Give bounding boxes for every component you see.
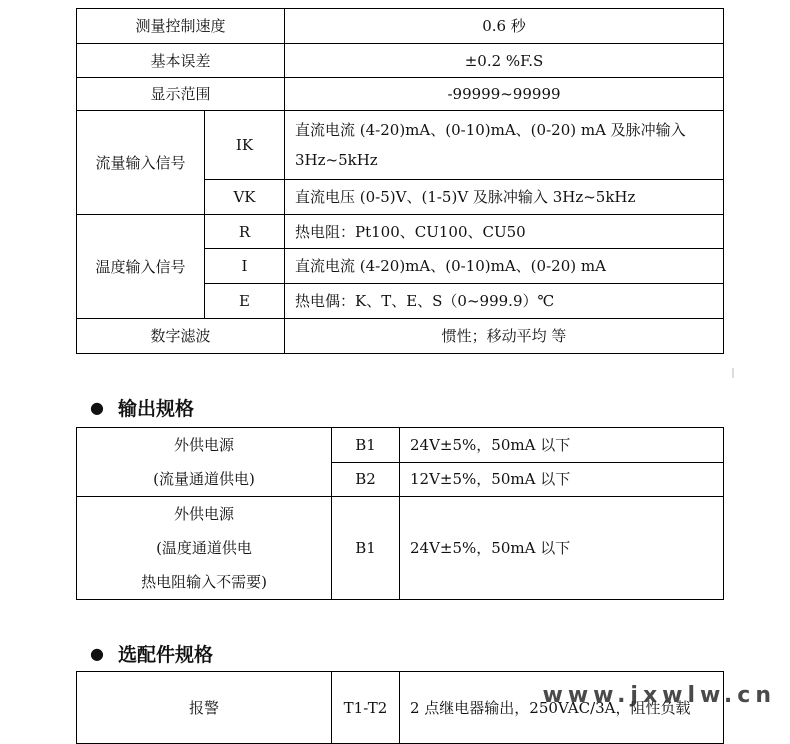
table-row: [77, 319, 724, 354]
table-row: [77, 111, 724, 180]
spec-label: 流量输入信号: [77, 111, 205, 215]
output-desc: 24V±5%，50mA 以下: [400, 497, 724, 600]
bullet-icon: ●: [90, 397, 104, 417]
section-heading-options: [90, 638, 213, 668]
output-desc: 12V±5%，50mA 以下: [400, 462, 724, 497]
spec-label: 数字滤波: [77, 319, 285, 354]
table-row: [77, 44, 724, 78]
spec-label: 基本误差: [77, 44, 285, 78]
scan-artifact: [732, 368, 734, 378]
signal-code: IK: [205, 111, 285, 180]
table-row: [77, 497, 724, 600]
section-title: 选配件规格: [118, 643, 214, 666]
signal-code: E: [205, 284, 285, 319]
spec-label: 报警: [77, 672, 332, 744]
table-row: [77, 9, 724, 44]
spec-label: 外供电源 (流量通道供电): [77, 428, 332, 497]
bullet-icon: ●: [90, 643, 104, 663]
measurement-spec-table: [76, 8, 724, 354]
site-watermark: www.jxwlw.cn: [542, 683, 776, 708]
output-code: B1: [332, 428, 400, 463]
table-row: [77, 215, 724, 249]
signal-desc: 直流电流 (4-20)mA、(0-10)mA、(0-20) mA 及脉冲输入 3Hz~5kHz: [285, 111, 724, 180]
output-code: B1: [332, 497, 400, 600]
spec-label: 显示范围: [77, 78, 285, 111]
signal-desc: 直流电压 (0-5)V、(1-5)V 及脉冲输入 3Hz~5kHz: [285, 180, 724, 215]
output-desc: 24V±5%，50mA 以下: [400, 428, 724, 463]
section-heading-output: [90, 392, 194, 422]
spec-value: ±0.2 %F.S: [285, 44, 724, 78]
spec-label: 测量控制速度: [77, 9, 285, 44]
section-title: 输出规格: [118, 397, 195, 420]
table-row: [77, 428, 724, 463]
output-code: B2: [332, 462, 400, 497]
option-code: T1-T2: [332, 672, 400, 744]
signal-code: R: [205, 215, 285, 249]
signal-desc: 热电阻：Pt100、CU100、CU50: [285, 215, 724, 249]
signal-code: VK: [205, 180, 285, 215]
output-spec-table: [76, 427, 724, 600]
spec-label: 温度输入信号: [77, 215, 205, 319]
spec-value: 惯性；移动平均 等: [285, 319, 724, 354]
signal-desc: 热电偶：K、T、E、S（0~999.9）℃: [285, 284, 724, 319]
signal-desc: 直流电流 (4-20)mA、(0-10)mA、(0-20) mA: [285, 249, 724, 284]
spec-value: 0.6 秒: [285, 9, 724, 44]
table-row: [77, 78, 724, 111]
spec-value: -99999~99999: [285, 78, 724, 111]
spec-label: 外供电源 (温度通道供电 热电阻输入不需要): [77, 497, 332, 600]
option-desc: 2 点继电器输出，250VAC/3A，阻性负载: [400, 672, 724, 744]
signal-code: I: [205, 249, 285, 284]
